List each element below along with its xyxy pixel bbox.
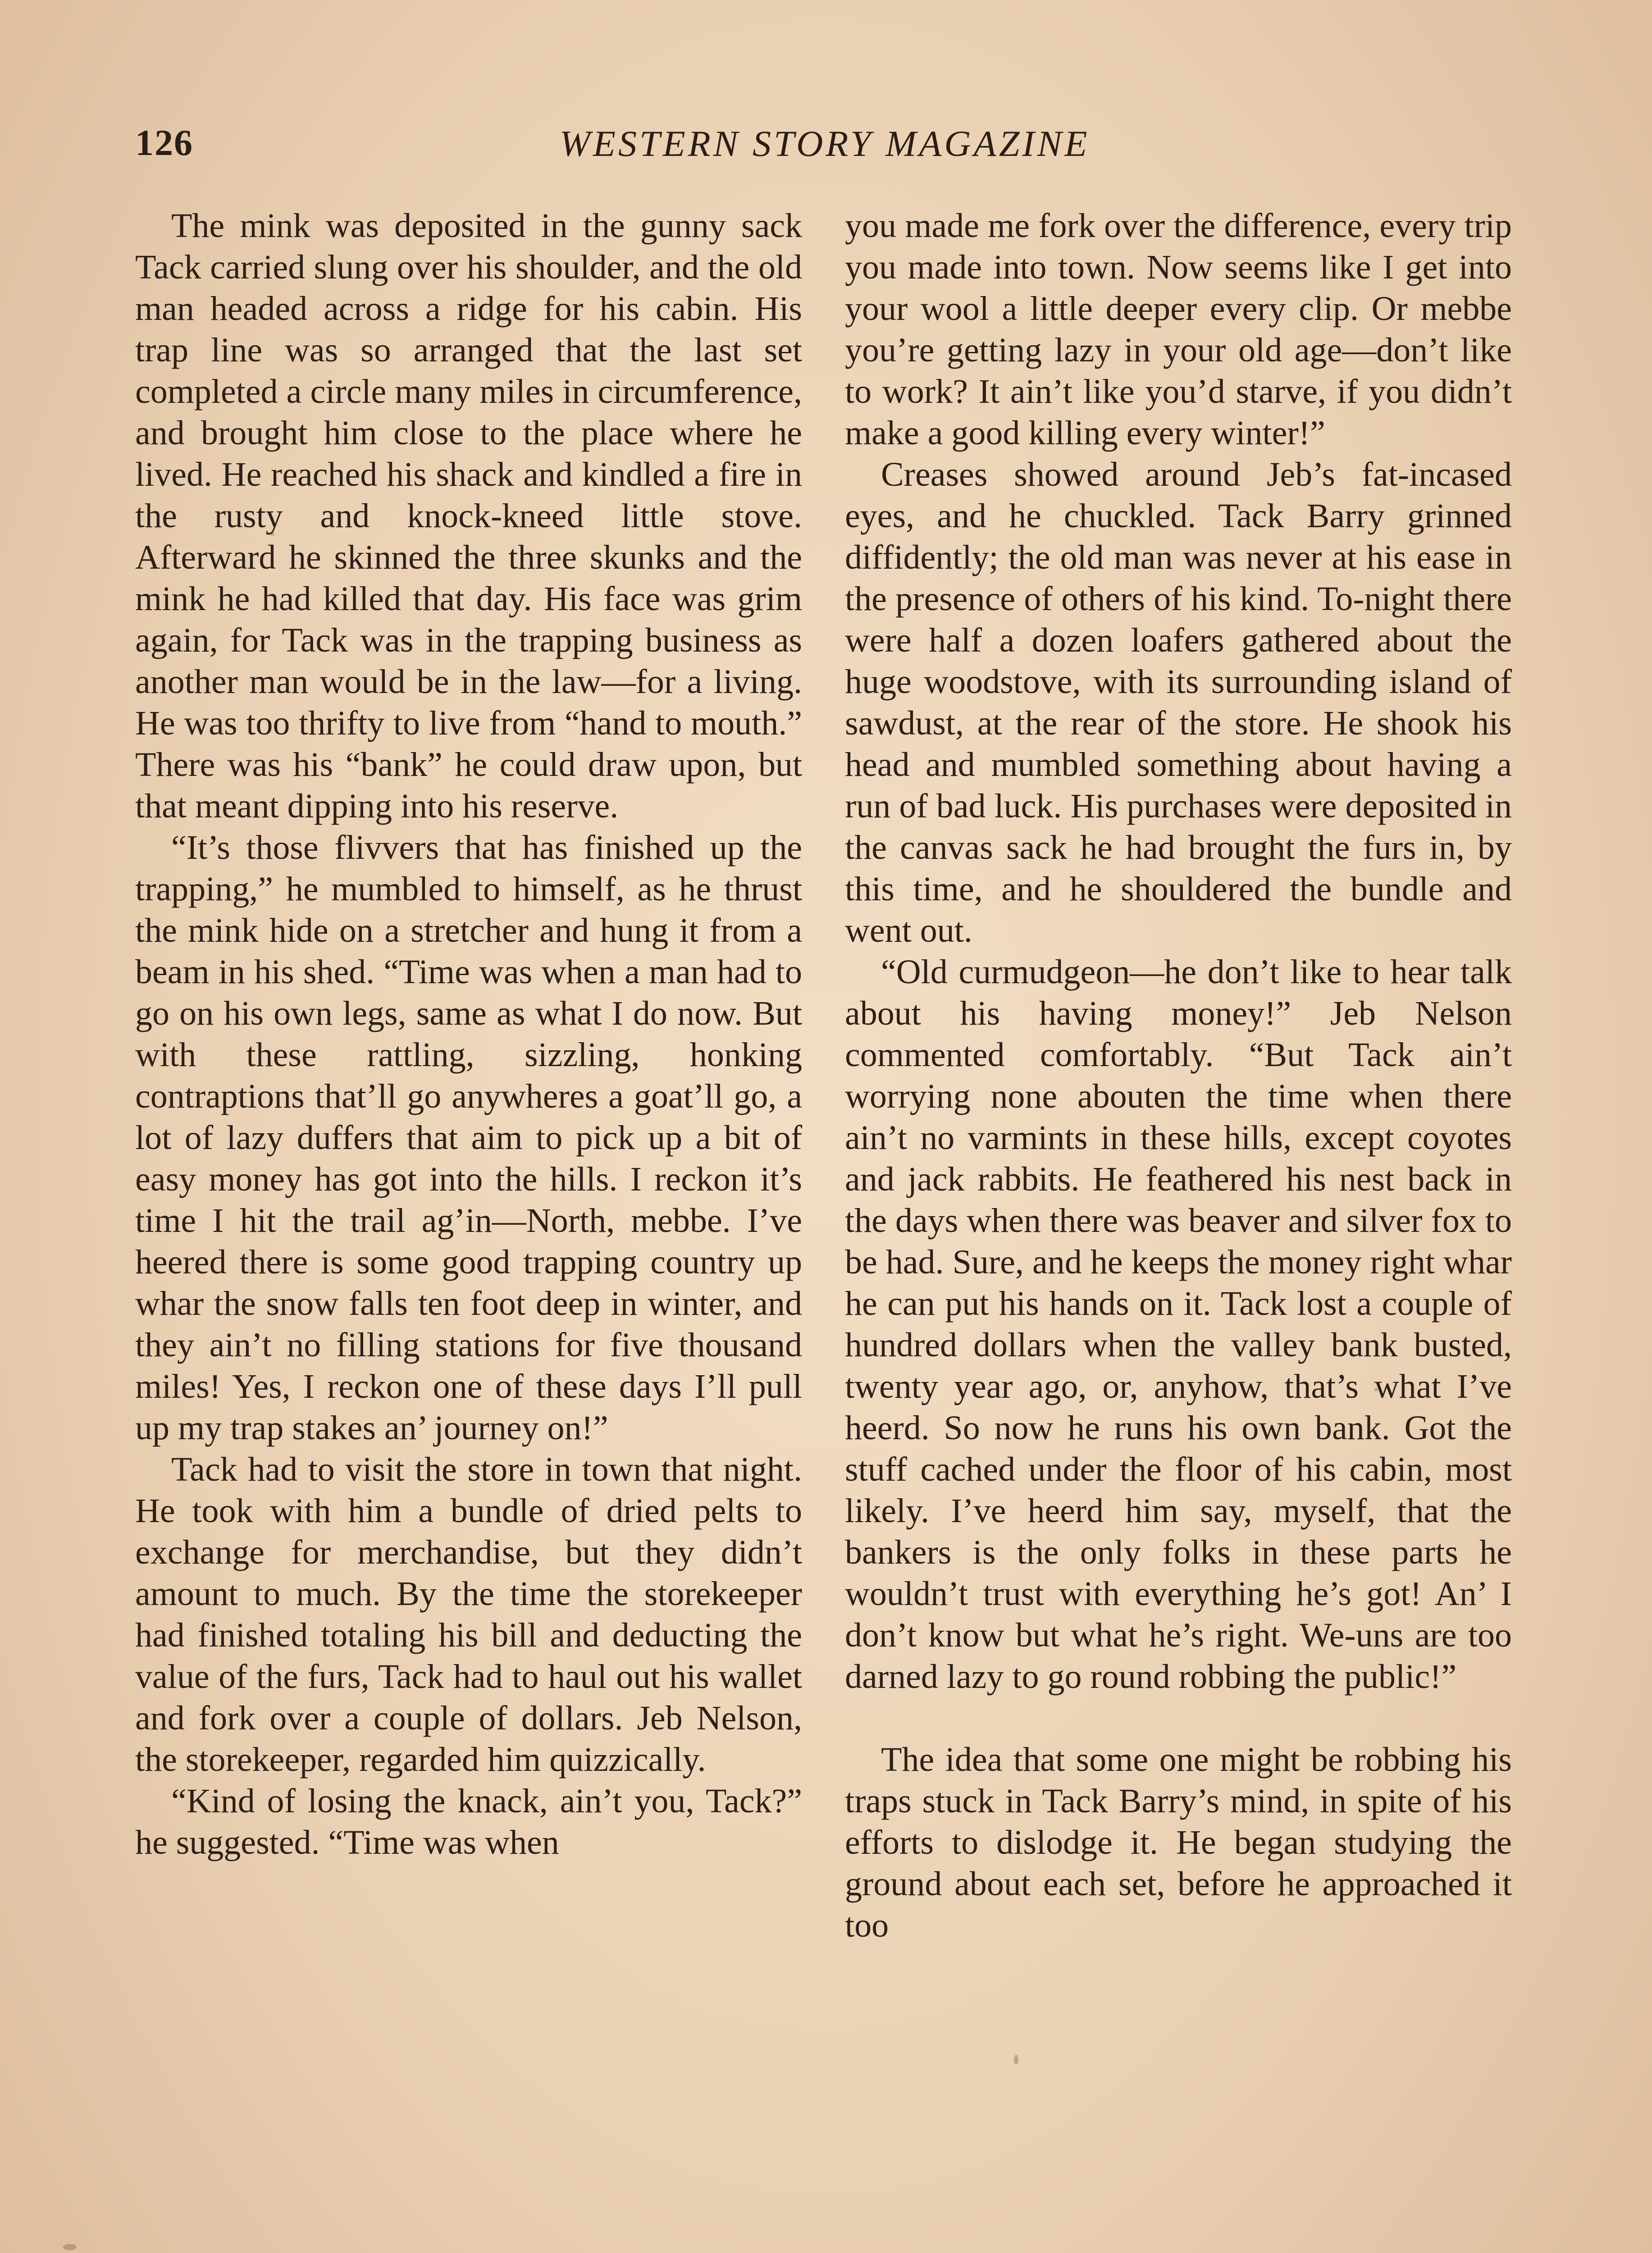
running-head: WESTERN STORY MAGAZINE (559, 123, 1090, 164)
page-number: 126 (135, 122, 193, 163)
paragraph: The mink was deposited in the gunny sack Tack carried slung over his shoulder, and the old man headed across a ridge for his cabin. His trap line was so arranged that the last set completed a circle many miles in circumference, and brought him close to the place where he lived. He reached his shack and kindled a fire in the rusty and knock-kneed little stove. Afterward he skinned the three skunks and the mink he had killed that day. His face was grim again, for Tack was in the trapping business as another man would be in the law—for a living. He was too thrifty to live from “hand to mouth.” There was his “bank” he could draw upon, but that meant dipping into his reserve. (135, 207, 802, 825)
left-column (135, 205, 802, 1863)
paragraph: “It’s those flivvers that has finished up the trapping,” he mumbled to himself, as he thrust the mink hide on a stretcher and hung it from a beam in his shed. “Time was when a man had to go on his own legs, same as what I do now. But with these rattling, sizzling, honking contraptions that’ll go anywheres a goat’ll go, a lot of lazy duffers that aim to pick up a bit of easy money has got into the hills. I reckon it’s time I hit the trail ag’in—North, mebbe. I’ve heered there is some good trapping country up whar the snow falls ten foot deep in winter, and they ain’t no filling stations for five thousand miles! Yes, I reckon one of these days I’ll pull up my trap stakes an’ journey on!” (135, 829, 802, 1447)
paragraph: The idea that some one might be robbing his traps stuck in Tack Barry’s mind, in spite of his efforts to dislodge it. He began studying the ground about each set, before he approached it too (845, 1741, 1512, 1944)
paragraph: you made me fork over the difference, every trip you made into town. Now seems like I get into your wool a little deeper every clip. Or mebbe you’re getting lazy in your old age—don’t like to work? It ain’t like you’d starve, if you didn’t make a good killing every winter!” (845, 207, 1512, 452)
paragraph: “Old curmudgeon—he don’t like to hear talk about his having money!” Jeb Nelson commented comfortably. “But Tack ain’t worrying none abouten the time when there ain’t no varmints in these hills, except coyotes and jack rabbits. He feathered his nest back in the days when there was beaver and silver fox to be had. Sure, and he keeps the money right whar he can put his hands on it. Tack lost a couple of hundred dollars when the valley bank busted, twenty year ago, or, anyhow, that’s what I’ve heerd. So now he runs his own bank. Got the stuff cached under the floor of his cabin, most likely. I’ve heerd him say, myself, that the bankers is the only folks in these parts he wouldn’t trust with everything he’s got! An’ I don’t know but what he’s right. We-uns are too darned lazy to go round robbing the public!” (845, 953, 1512, 1696)
paper-speck (63, 2244, 77, 2250)
right-column (845, 205, 1512, 1946)
page-header (135, 122, 1514, 180)
paragraph: “Kind of losing the knack, ain’t you, Tack?” he suggested. “Time was when (135, 1782, 802, 1861)
paragraph: Creases showed around Jeb’s fat-incased eyes, and he chuckled. Tack Barry grinned diffidently; the old man was never at his ease in the presence of others of his kind. To-night there were half a dozen loafers gathered about the huge woodstove, with its surrounding island of sawdust, at the rear of the store. He shook his head and mumbled something about having a run of bad luck. His purchases were deposited in the canvas sack he had brought the furs in, by this time, and he shouldered the bundle and went out. (845, 456, 1512, 949)
paragraph: Tack had to visit the store in town that night. He took with him a bundle of dried pelts to exchange for merchandise, but they didn’t amount to much. By the time the storekeeper had finished totaling his bill and deducting the value of the furs, Tack had to haul out his wallet and fork over a couple of dollars. Jeb Nelson, the storekeeper, regarded him quizzically. (135, 1450, 802, 1779)
paper-speck (1014, 2055, 1018, 2065)
